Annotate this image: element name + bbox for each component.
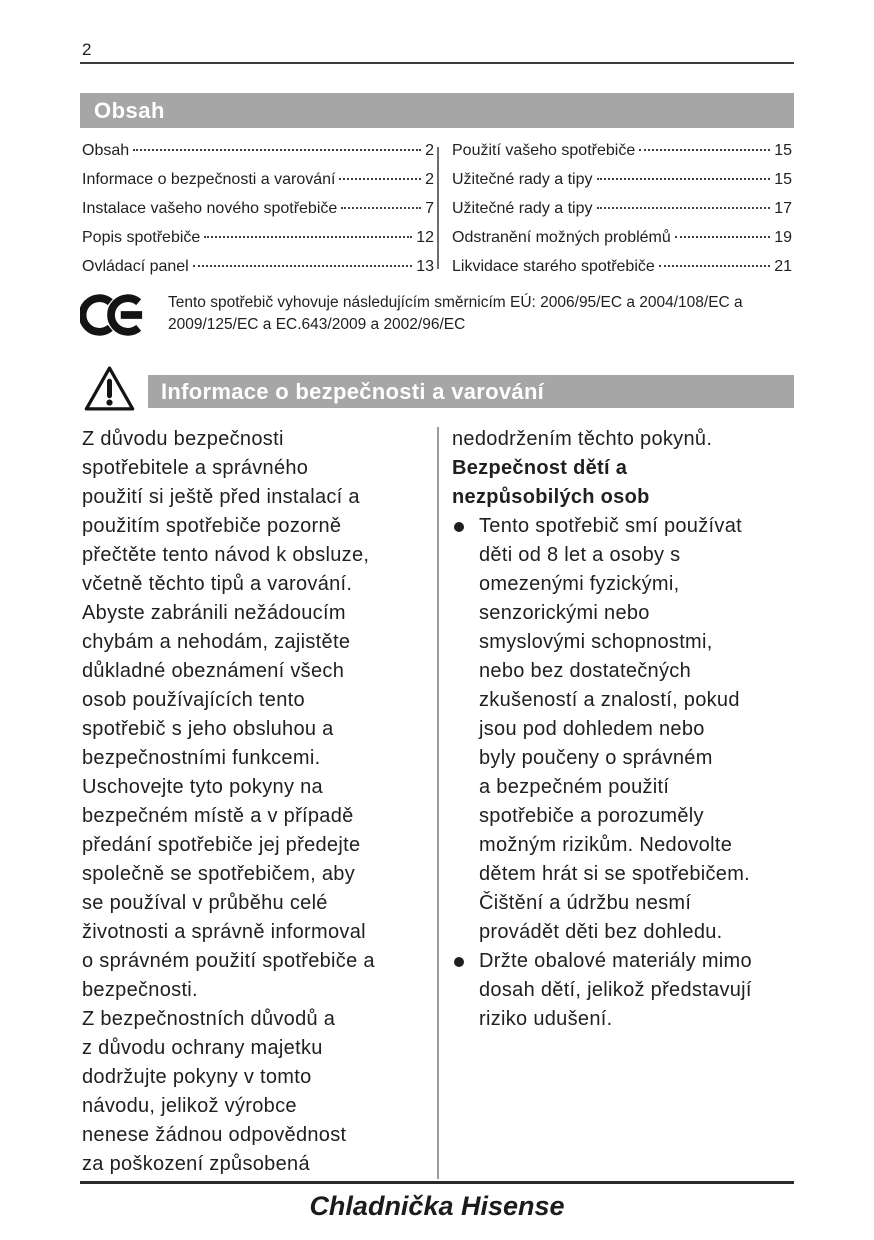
toc-entry-label: Likvidace starého spotřebiče <box>452 258 655 275</box>
toc-entry-page: 15 <box>774 142 792 159</box>
section-subheading-line: nezpůsobilých osob <box>452 486 650 508</box>
body-text-line: použití si ještě před instalací a <box>82 486 360 508</box>
safety-body <box>80 425 794 1181</box>
body-text-line: včetně těchto tipů a varování. <box>82 573 353 595</box>
bullet-list-item <box>452 947 794 1034</box>
toc-entry-page: 15 <box>774 171 792 188</box>
body-text-line: Čištění a údržbu nesmí <box>479 892 692 914</box>
toc-entry-page: 12 <box>416 229 434 246</box>
toc-entry <box>452 258 792 287</box>
toc-entry-label: Informace o bezpečnosti a varování <box>82 171 336 188</box>
toc-entry <box>452 171 792 200</box>
body-text-line: provádět děti bez dohledu. <box>479 921 723 943</box>
body-text-line: spotřebiče a porozuměly <box>479 805 704 827</box>
body-text-line: nebo bez dostatečných <box>479 660 692 682</box>
body-text-line: nedodržením těchto pokynů. <box>452 428 713 450</box>
body-text-line: spotřebič s jeho obsluhou a <box>82 718 334 740</box>
toc-dot-leader <box>339 178 421 180</box>
body-text-line: možným rizikům. Nedovolte <box>479 834 733 856</box>
body-text-line: a bezpečném použití <box>479 776 670 798</box>
body-text-line: dodržujte pokyny v tomto <box>82 1066 312 1088</box>
toc-entry <box>82 258 434 287</box>
toc-dot-leader <box>597 207 771 209</box>
toc-entry <box>452 142 792 171</box>
body-text-line: smyslovými schopnostmi, <box>479 631 713 653</box>
ce-mark-icon <box>80 291 146 339</box>
toc-entry-label: Užitečné rady a tipy <box>452 200 593 217</box>
toc-entry-page: 13 <box>416 258 434 275</box>
safety-section-title-bar <box>148 375 794 408</box>
body-text-line: zkušeností a znalostí, pokud <box>479 689 740 711</box>
bullet-icon <box>454 522 464 532</box>
toc-dot-leader <box>675 236 770 238</box>
toc-entry <box>452 200 792 229</box>
toc-entry-label: Instalace vašeho nového spotřebiče <box>82 200 338 217</box>
body-text-line: bezpečnosti. <box>82 979 198 1001</box>
body-text-line: jsou pod dohledem nebo <box>479 718 705 740</box>
body-text-line: senzorickými nebo <box>479 602 650 624</box>
body-text-line: důkladné obeznámení všech <box>82 660 345 682</box>
body-text-line: přečtěte tento návod k obsluze, <box>82 544 370 566</box>
toc-entry <box>452 229 792 258</box>
toc-entry-label: Odstranění možných problémů <box>452 229 671 246</box>
body-text-line: společně se spotřebičem, aby <box>82 863 355 885</box>
body-text-line: spotřebitele a správného <box>82 457 309 479</box>
body-text-line: riziko udušení. <box>479 1008 613 1030</box>
body-text-line: omezenými fyzickými, <box>479 573 680 595</box>
toc-entry-page: 17 <box>774 200 792 217</box>
body-text-line: bezpečnostními funkcemi. <box>82 747 321 769</box>
body-text-line: byly poučeny o správném <box>479 747 713 769</box>
warning-triangle-icon <box>82 364 137 413</box>
toc-entry-label: Užitečné rady a tipy <box>452 171 593 188</box>
toc-entry <box>82 142 434 171</box>
body-text-line: osob používajících tento <box>82 689 305 711</box>
bullet-icon <box>454 957 464 967</box>
body-text-line: za poškození způsobená <box>82 1153 310 1175</box>
header-rule <box>80 62 794 64</box>
toc-section-title-bar <box>80 93 794 128</box>
body-column-divider <box>437 427 439 1179</box>
body-text-line: návodu, jelikož výrobce <box>82 1095 297 1117</box>
toc-entry <box>82 229 434 258</box>
body-text-line: Abyste zabránili nežádoucím <box>82 602 346 624</box>
body-text-line: nenese žádnou odpovědnost <box>82 1124 347 1146</box>
toc-entry-label: Popis spotřebiče <box>82 229 201 246</box>
body-text-line: Z důvodu bezpečnosti <box>82 428 284 450</box>
body-text-line: Tento spotřebič smí používat <box>479 515 742 537</box>
body-text-line: životnosti a správně informoval <box>82 921 366 943</box>
body-text-line: se používal v průběhu celé <box>82 892 328 914</box>
toc-section-title: Obsah <box>94 98 165 123</box>
ce-compliance-text: Tento spotřebič vyhovuje následujícím směrnicím EÚ: 2006/95/EC a 2004/108/EC a 2009/125/EC a EC.643/2009 a 2002/96/EC <box>168 294 743 333</box>
body-text-line: bezpečném místě a v případě <box>82 805 354 827</box>
body-text-line: Uschovejte tyto pokyny na <box>82 776 323 798</box>
toc-column-divider <box>437 147 439 269</box>
toc-entry-page: 19 <box>774 229 792 246</box>
toc-dot-leader <box>341 207 421 209</box>
toc-entry <box>82 200 434 229</box>
toc-entry-page: 21 <box>774 258 792 275</box>
body-text-line: z důvodu ochrany majetku <box>82 1037 323 1059</box>
toc-entry-page: 2 <box>425 171 434 188</box>
body-text-line: Držte obalové materiály mimo <box>479 950 752 972</box>
body-text-line: o správném použití spotřebiče a <box>82 950 375 972</box>
toc-entry-label: Obsah <box>82 142 130 159</box>
toc-entry-label: Použití vašeho spotřebiče <box>452 142 636 159</box>
toc-dot-leader <box>133 149 421 151</box>
safety-section-title: Informace o bezpečnosti a varování <box>161 379 545 404</box>
section-subheading-line: Bezpečnost dětí a <box>452 457 628 479</box>
table-of-contents <box>80 142 794 278</box>
safety-body-column-left <box>82 425 438 1179</box>
toc-dot-leader <box>639 149 770 151</box>
toc-column-right <box>452 142 792 287</box>
body-text-line: chybám a nehodám, zajistěte <box>82 631 351 653</box>
toc-dot-leader <box>597 178 771 180</box>
safety-section-header <box>80 363 794 413</box>
ce-compliance-section <box>80 288 794 339</box>
toc-entry-page: 7 <box>425 200 434 217</box>
body-text-line: předání spotřebiče jej předejte <box>82 834 361 856</box>
toc-entry <box>82 171 434 200</box>
toc-dot-leader <box>193 265 412 267</box>
footer-rule <box>80 1181 794 1184</box>
body-text-line: použitím spotřebiče pozorně <box>82 515 342 537</box>
body-text-line: děti od 8 let a osoby s <box>479 544 681 566</box>
toc-dot-leader <box>204 236 412 238</box>
toc-entry-page: 2 <box>425 142 434 159</box>
safety-body-column-right <box>452 425 794 1034</box>
toc-entry-label: Ovládací panel <box>82 258 189 275</box>
body-text-line: Z bezpečnostních důvodů a <box>82 1008 336 1030</box>
body-text-line: dětem hrát si se spotřebičem. <box>479 863 751 885</box>
bullet-list-item <box>452 512 794 947</box>
body-text-line: dosah dětí, jelikož představují <box>479 979 752 1001</box>
page-number: 2 <box>82 40 92 59</box>
toc-column-left <box>82 142 434 287</box>
toc-dot-leader <box>659 265 770 267</box>
footer-brand-title: Chladnička Hisense <box>309 1191 565 1221</box>
